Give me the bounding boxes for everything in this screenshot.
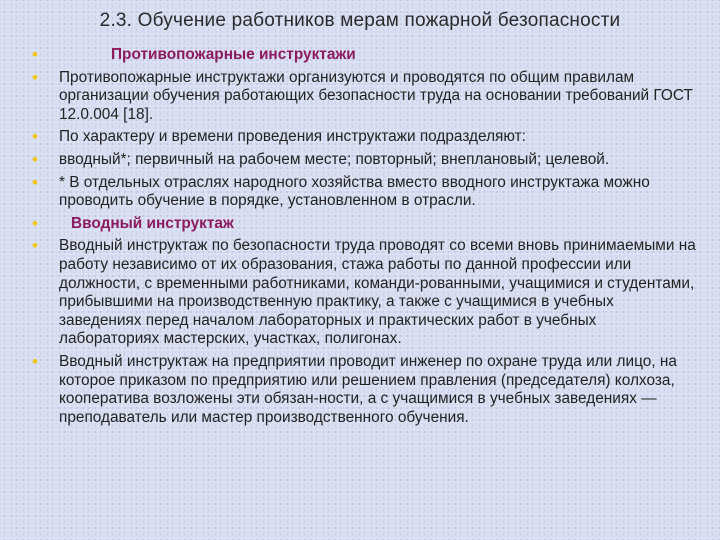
- bullet-list: [30, 46, 700, 431]
- bullet-dot-icon: •: [32, 172, 38, 192]
- bullet-dot-icon: •: [32, 149, 38, 169]
- section-heading: Противопожарные инструктажи: [111, 46, 356, 63]
- bullet-item: [30, 353, 700, 427]
- bullet-text: вводный*; первичный на рабочем месте; повторный; внеплановый; целевой.: [59, 150, 610, 168]
- bullet-text: Вводный инструктаж по безопасности труда проводят со всеми вновь принимаемыми на работу независимо от их образования, стажа работы по данной профессии или должности, с временными работниками, команди-рованными, учащимися и студентами, прибывшими на производственную практику, а также с учащимися в учебных заведениях перед началом лабораторных и практических работ в учебных лабораториях мастерских, участках, полигонах.: [59, 237, 696, 348]
- bullet-text: * В отдельных отраслях народного хозяйства вместо вводного инструктажа можно проводить обучение в порядке, установленном в отрасли.: [59, 173, 650, 210]
- bullet-item: [30, 69, 700, 125]
- bullet-dot-icon: •: [32, 236, 38, 256]
- bullet-item: [30, 151, 700, 170]
- section-heading: Вводный инструктаж: [71, 214, 234, 232]
- bullet-dot-icon: •: [32, 351, 38, 371]
- bullet-item: [30, 46, 700, 65]
- bullet-dot-icon: •: [32, 45, 38, 64]
- bullet-text: Противопожарные инструктажи организуются и проводятся по общим правилам организации обучения работающих безопасности труда на основании требований ГОСТ 12.0.004 [18].: [59, 68, 693, 123]
- bullet-text: Вводный инструктаж на предприятии проводит инженер по охране труда или лицо, на которое приказом по предприятию или решением правления (председателя) колхоза, кооператива возложены эти обязан-ности, а с учащимися в учебных заведениях — преподаватель или мастер производственного обучения.: [59, 352, 677, 426]
- slide-title: 2.3. Обучение работников мерам пожарной безопасности: [99, 10, 621, 31]
- bullet-dot-icon: •: [32, 67, 38, 87]
- bullet-item: [30, 215, 700, 234]
- bullet-dot-icon: •: [32, 127, 38, 147]
- bullet-item: [30, 237, 700, 349]
- bullet-item: [30, 174, 700, 211]
- bullet-text: По характеру и времени проведения инструктажи подразделяют:: [59, 128, 526, 146]
- bullet-item: [30, 128, 700, 147]
- bullet-dot-icon: •: [32, 213, 38, 233]
